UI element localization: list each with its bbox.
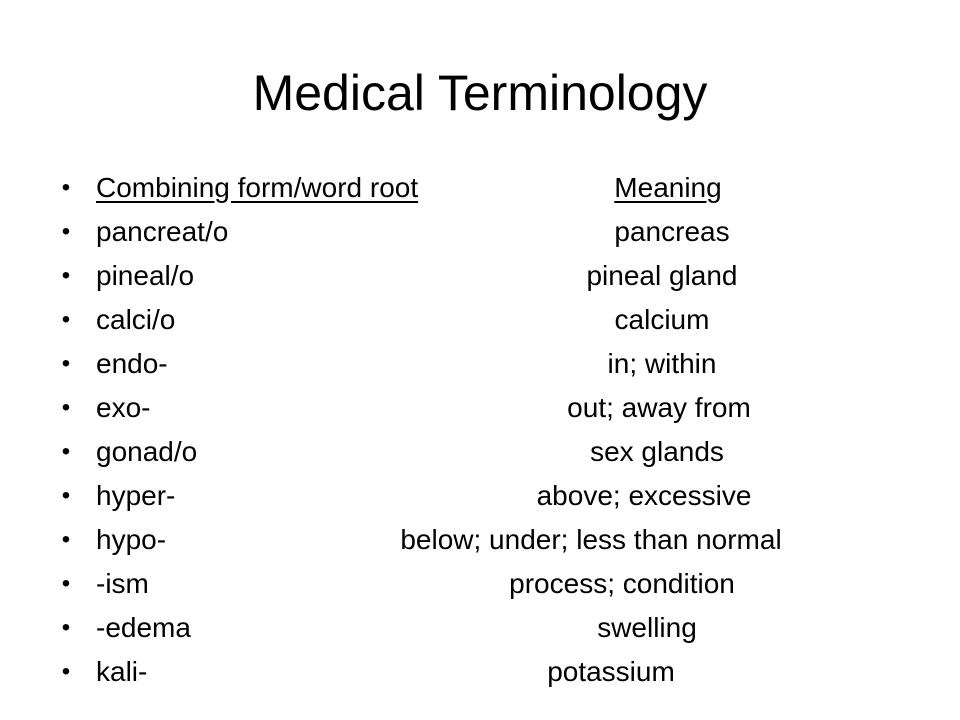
terminology-list <box>0 166 960 686</box>
meaning: below; under; less than normal <box>400 524 782 555</box>
list-item <box>0 386 960 430</box>
bullet-icon: • <box>61 262 71 289</box>
list-item <box>0 430 960 474</box>
bullet-icon: • <box>61 658 71 685</box>
list-item <box>0 562 960 606</box>
list-item <box>0 298 960 342</box>
meaning: in; within <box>607 348 717 379</box>
meaning: swelling <box>597 612 697 643</box>
bullet-icon: • <box>61 174 71 201</box>
list-header-row <box>0 166 960 210</box>
bullet-icon: • <box>61 438 71 465</box>
term: kali- <box>96 656 148 687</box>
term: hyper- <box>96 480 176 511</box>
list-item <box>0 650 960 694</box>
list-item <box>0 518 960 562</box>
bullet-icon: • <box>61 306 71 333</box>
meaning: calcium <box>614 304 710 335</box>
term: calci/o <box>96 304 176 335</box>
bullet-icon: • <box>61 482 71 509</box>
meaning: potassium <box>547 656 675 687</box>
meaning: sex glands <box>590 436 724 467</box>
list-item <box>0 606 960 650</box>
slide-title: Medical Terminology <box>252 65 708 121</box>
bullet-icon: • <box>61 570 71 597</box>
term: pineal/o <box>96 260 195 291</box>
bullet-icon: • <box>61 218 71 245</box>
meaning: pancreas <box>614 216 730 247</box>
list-item <box>0 474 960 518</box>
header-term: Combining form/word root <box>96 172 419 203</box>
bullet-icon: • <box>61 350 71 377</box>
meaning: out; away from <box>567 392 751 423</box>
bullet-icon: • <box>61 614 71 641</box>
meaning: pineal gland <box>586 260 738 291</box>
meaning: process; condition <box>509 568 735 599</box>
list-item <box>0 342 960 386</box>
term: endo- <box>96 348 168 379</box>
term: -ism <box>96 568 149 599</box>
header-meaning: Meaning <box>614 172 722 203</box>
list-item <box>0 254 960 298</box>
bullet-icon: • <box>61 526 71 553</box>
term: pancreat/o <box>96 216 229 247</box>
term: gonad/o <box>96 436 198 467</box>
meaning: above; excessive <box>536 480 752 511</box>
term: hypo- <box>96 524 167 555</box>
list-item <box>0 210 960 254</box>
bullet-icon: • <box>61 394 71 421</box>
term: exo- <box>96 392 151 423</box>
term: -edema <box>96 612 191 643</box>
